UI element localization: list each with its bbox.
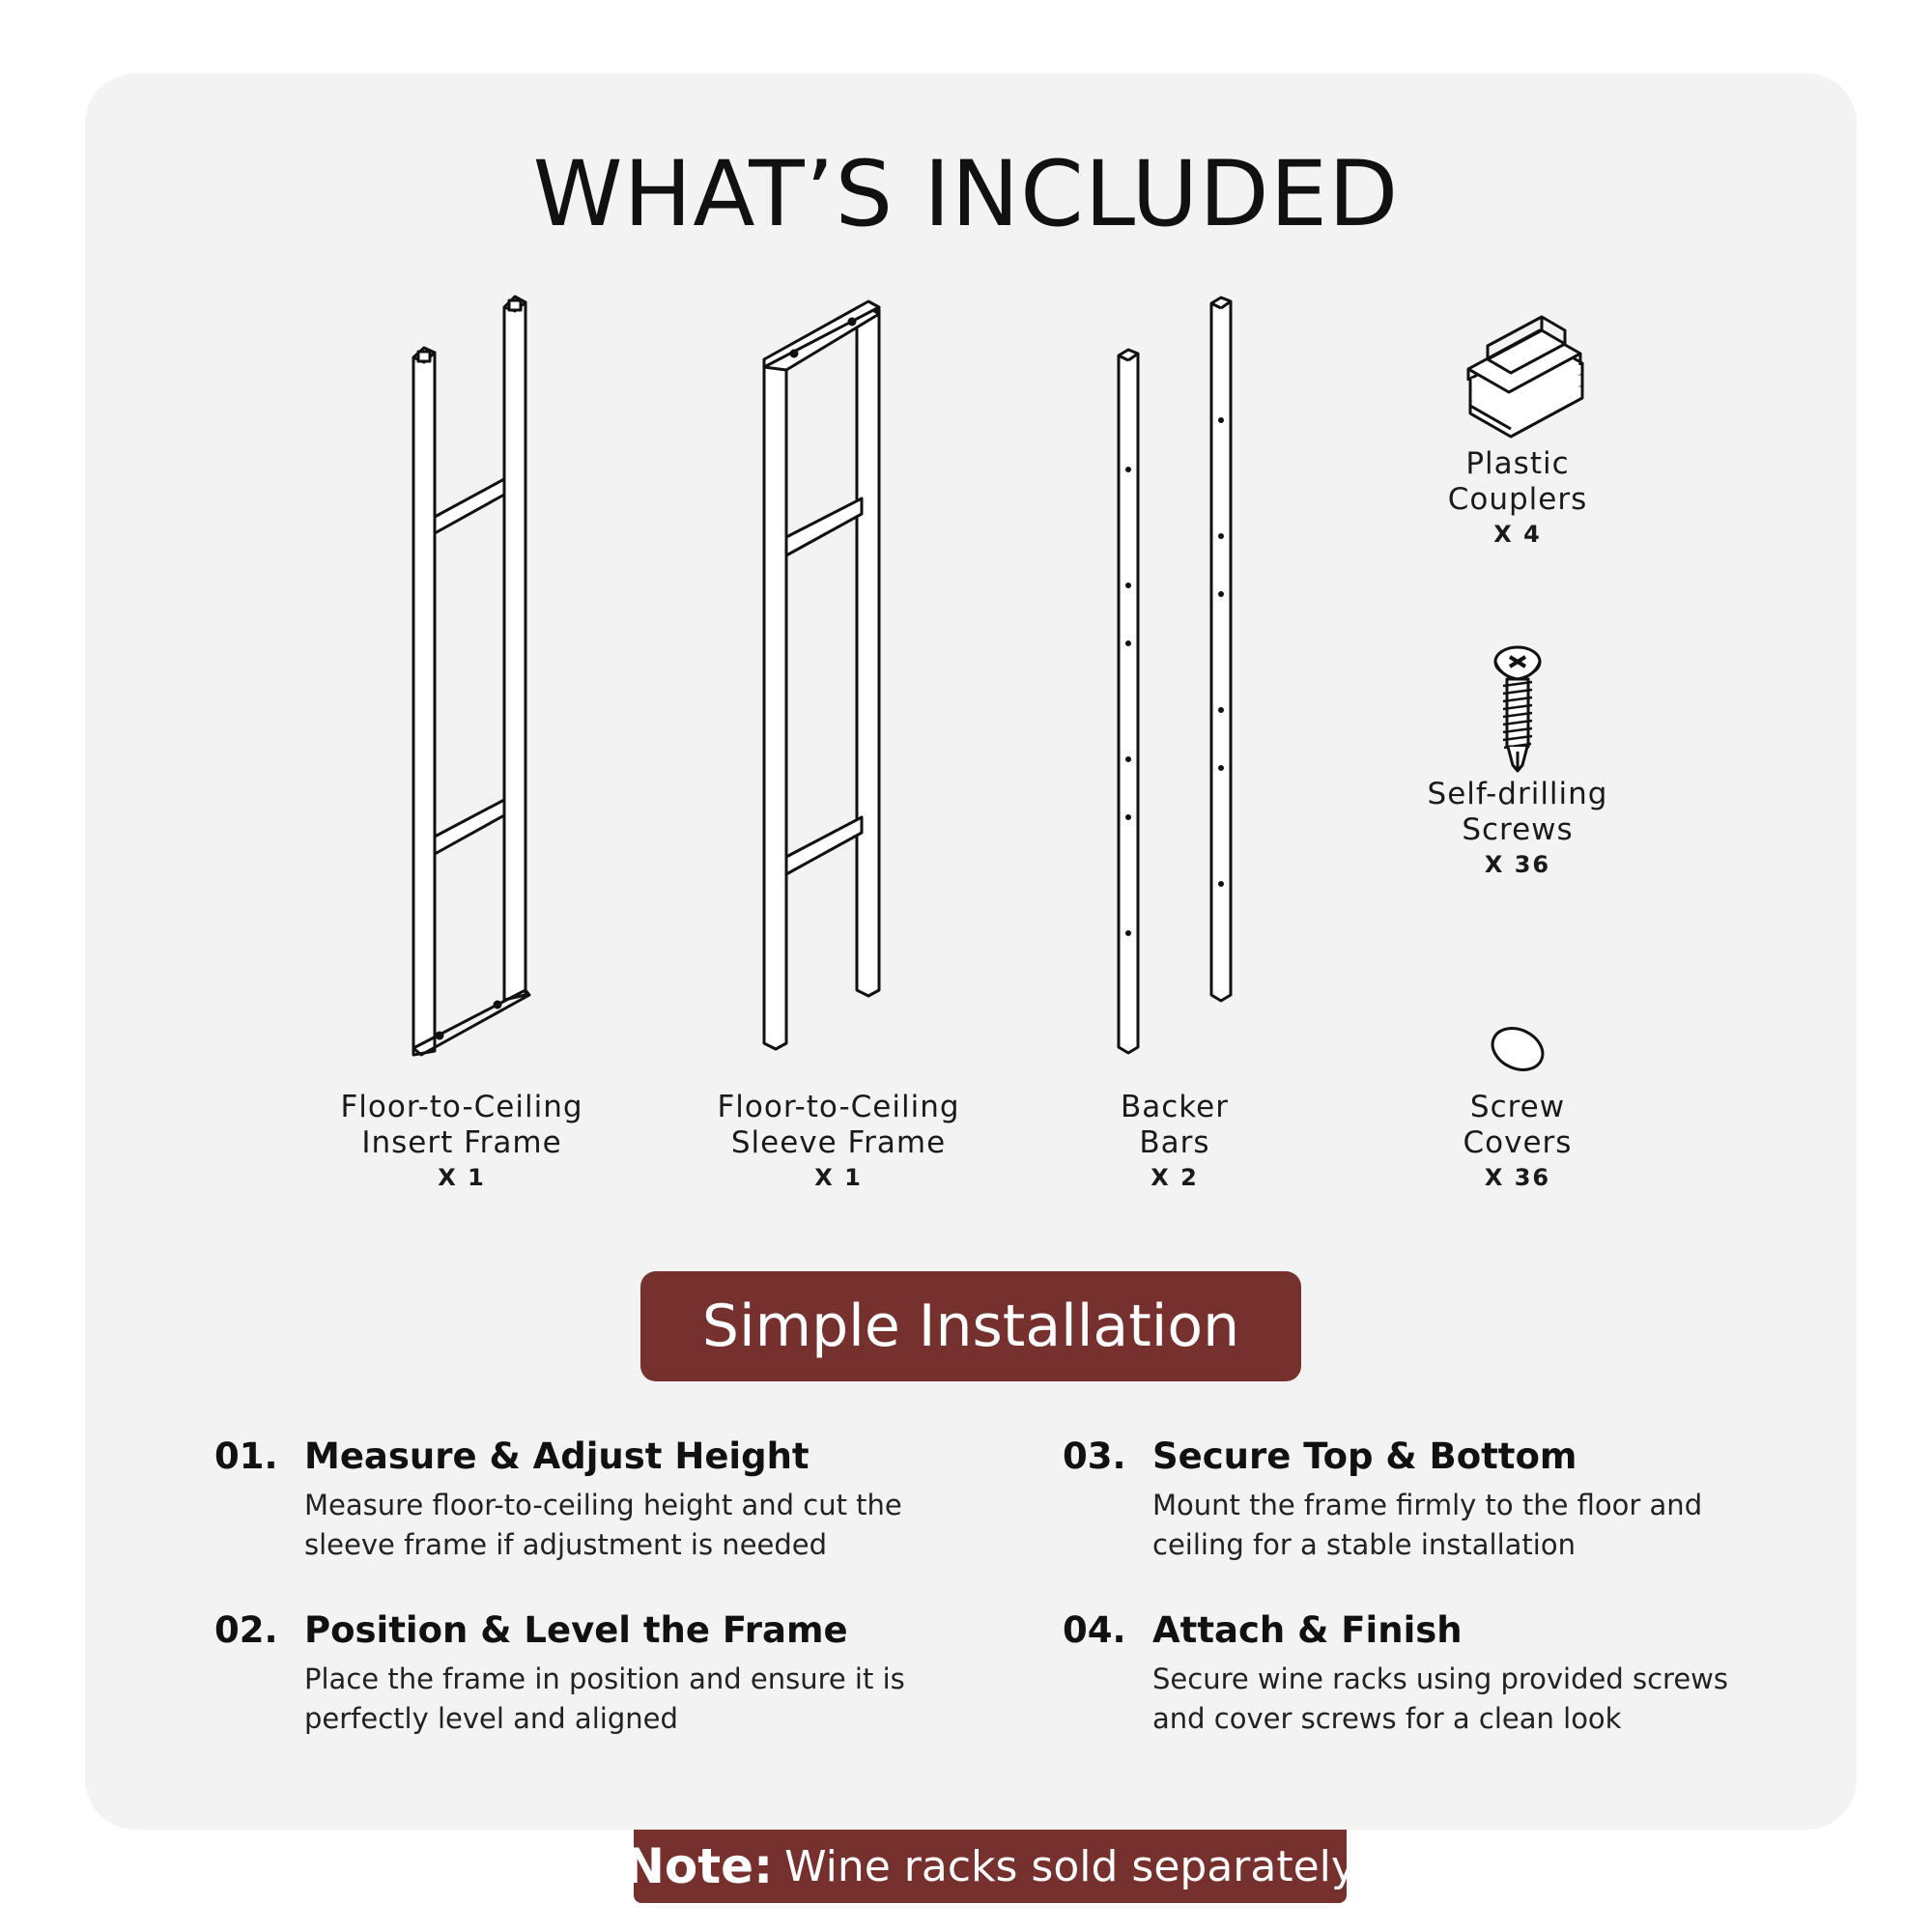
item-name: Backer Bars [1121, 1090, 1229, 1160]
installation-banner: Simple Installation [640, 1271, 1301, 1381]
item-quantity: X 1 [438, 1164, 486, 1191]
note-text: Wine racks sold separately [784, 1841, 1356, 1891]
item-backer-bars [1059, 1090, 1291, 1194]
item-insert-frame [307, 1090, 616, 1194]
step-title: Secure Top & Bottom [1152, 1435, 1577, 1477]
step-number: 03. [1063, 1435, 1126, 1477]
item-self-drilling-screws [1387, 777, 1648, 881]
step-description: Mount the frame firmly to the floor and ceiling for a stable installation [1152, 1489, 1703, 1561]
item-quantity: X 1 [814, 1164, 863, 1191]
step-title: Attach & Finish [1152, 1609, 1463, 1651]
item-name: Plastic Couplers [1447, 446, 1588, 517]
item-name: Self-drilling Screws [1427, 777, 1608, 847]
page-title: WHAT’S INCLUDED [532, 142, 1400, 247]
step-description: Measure floor-to-ceiling height and cut the sleeve frame if adjustment is needed [304, 1489, 902, 1561]
step-number: 02. [214, 1609, 278, 1651]
note-label: Note: [624, 1838, 774, 1894]
step-number: 01. [214, 1435, 278, 1477]
item-name: Floor-to-Ceiling Insert Frame [340, 1090, 583, 1160]
item-quantity: X 36 [1484, 851, 1551, 878]
step-number: 04. [1063, 1609, 1126, 1651]
step-title: Position & Level the Frame [304, 1609, 848, 1651]
item-name: Screw Covers [1463, 1090, 1573, 1160]
item-quantity: X 2 [1151, 1164, 1199, 1191]
item-screw-covers [1397, 1090, 1638, 1194]
item-quantity: X 36 [1484, 1164, 1551, 1191]
item-plastic-couplers [1397, 446, 1638, 551]
step-title: Measure & Adjust Height [304, 1435, 810, 1477]
item-sleeve-frame [684, 1090, 993, 1194]
step-description: Secure wine racks using provided screws and cover screws for a clean look [1152, 1662, 1728, 1735]
step-description: Place the frame in position and ensure it is perfectly level and aligned [304, 1662, 905, 1735]
note-banner [624, 1830, 1356, 1903]
item-quantity: X 4 [1493, 521, 1542, 548]
item-name: Floor-to-Ceiling Sleeve Frame [717, 1090, 960, 1160]
